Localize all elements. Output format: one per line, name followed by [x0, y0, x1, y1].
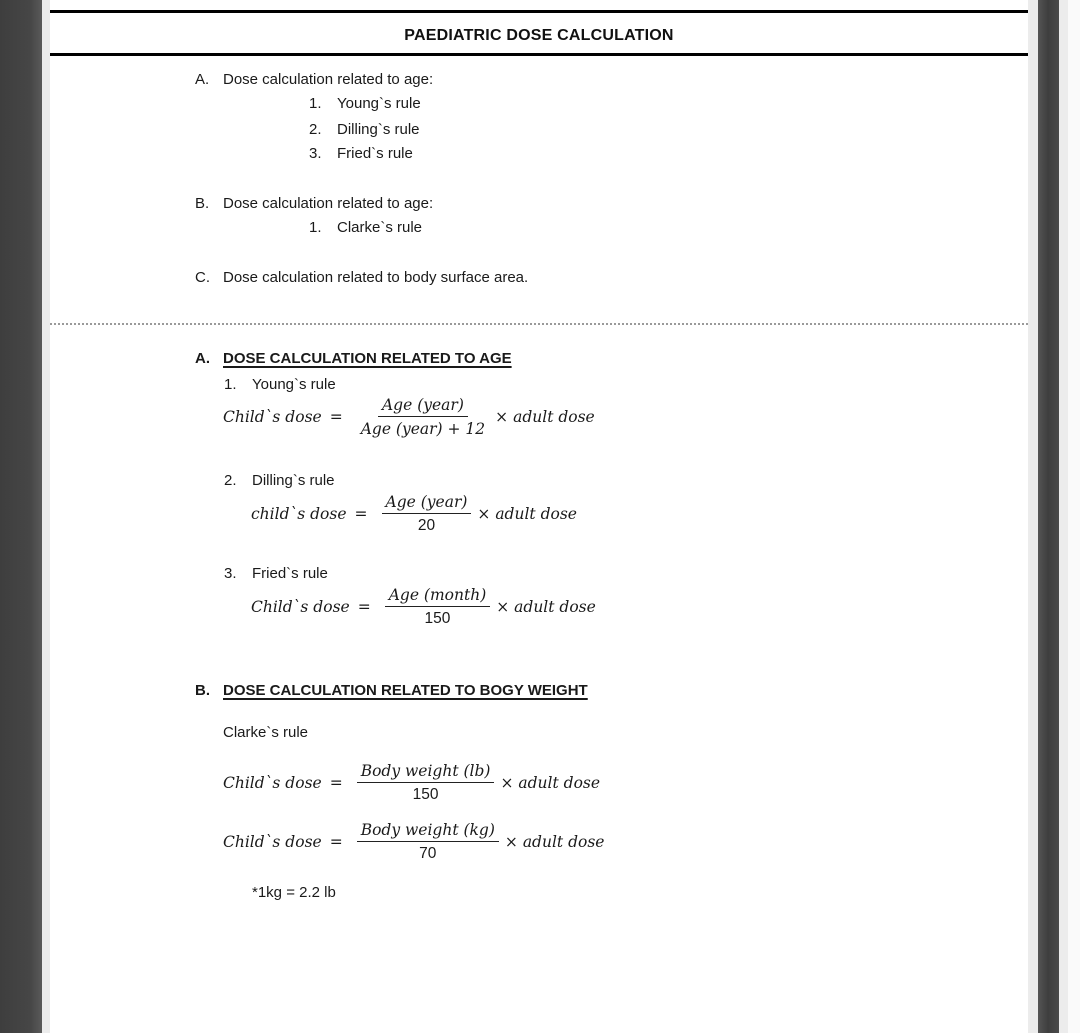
rule-name: Young`s rule — [252, 376, 336, 393]
rule-heading-dilling — [224, 472, 335, 489]
document-page — [50, 0, 1028, 1033]
subitem-number: 3. — [309, 145, 322, 162]
overview-subitem — [309, 219, 422, 236]
formula-young — [223, 396, 595, 438]
overview-item-a — [195, 71, 433, 88]
viewer-right-gutter — [1028, 0, 1038, 1033]
formula-fraction — [357, 762, 495, 804]
formula-rhs: × adult dose — [496, 598, 596, 616]
overview-label: C. — [195, 269, 210, 286]
overview-item-c — [195, 269, 528, 286]
formula-rhs: × adult dose — [477, 505, 577, 523]
conversion-note: *1kg = 2.2 lb — [252, 884, 336, 901]
viewer-left-gutter — [42, 0, 50, 1033]
formula-rhs: × adult dose — [500, 774, 601, 792]
formula-equals: = — [357, 598, 371, 616]
rule-number: 3. — [224, 565, 237, 582]
overview-text: Dose calculation related to age: — [223, 71, 434, 88]
rule-heading-young — [224, 376, 336, 393]
vertical-scrollbar[interactable] — [1038, 0, 1059, 1033]
subitem-number: 1. — [309, 219, 322, 236]
page-break-divider — [50, 323, 1028, 325]
subitem-text: Fried`s rule — [337, 145, 413, 162]
formula-fraction — [382, 493, 472, 535]
formula-lhs: Child`s dose — [251, 598, 350, 616]
rule-heading-clarke: Clarke`s rule — [223, 724, 309, 741]
formula-denominator: 70 — [419, 845, 437, 862]
formula-rhs: × adult dose — [504, 833, 605, 851]
subitem-text: Young`s rule — [337, 95, 421, 112]
formula-numerator: Age (year) — [378, 396, 468, 417]
overview-subitem — [309, 121, 420, 138]
rule-heading-fried — [224, 565, 328, 582]
formula-denominator: 20 — [417, 517, 436, 534]
formula-dilling — [251, 493, 577, 535]
formula-denominator: 150 — [424, 610, 451, 627]
subitem-number: 1. — [309, 95, 322, 112]
title-top-rule — [50, 10, 1028, 13]
formula-fraction — [385, 586, 491, 628]
viewer-right-edge — [1068, 0, 1080, 1033]
formula-fraction — [357, 396, 489, 438]
formula-equals: = — [354, 505, 368, 523]
viewer-right-gutter-outer — [1059, 0, 1068, 1033]
section-heading-text: DOSE CALCULATION RELATED TO BOGY WEIGHT — [223, 682, 588, 699]
formula-fried — [251, 586, 596, 628]
formula-lhs: Child`s dose — [223, 774, 322, 792]
title-bottom-rule — [50, 53, 1028, 56]
formula-numerator: Age (year) — [382, 493, 472, 514]
rule-name: Dilling`s rule — [252, 472, 335, 489]
rule-name: Fried`s rule — [252, 565, 328, 582]
formula-lhs: child`s dose — [251, 505, 347, 523]
formula-rhs: × adult dose — [495, 408, 595, 426]
rule-number: 1. — [224, 376, 237, 393]
viewer-left-border — [0, 0, 42, 1033]
formula-numerator: Body weight (kg) — [357, 821, 499, 842]
formula-denominator: 150 — [412, 786, 439, 803]
subitem-text: Clarke`s rule — [337, 219, 423, 236]
rule-number: 2. — [224, 472, 237, 489]
formula-equals: = — [329, 833, 343, 851]
formula-numerator: Age (month) — [385, 586, 491, 607]
section-label: B. — [195, 682, 210, 699]
section-a-heading — [195, 350, 512, 367]
formula-numerator: Body weight (lb) — [357, 762, 495, 783]
formula-lhs: Child`s dose — [223, 833, 322, 851]
overview-item-b — [195, 195, 433, 212]
subitem-text: Dilling`s rule — [337, 121, 420, 138]
document-title: PAEDIATRIC DOSE CALCULATION — [404, 27, 674, 44]
formula-clarke-lb — [223, 762, 600, 804]
overview-subitem — [309, 95, 421, 112]
section-b-heading — [195, 682, 588, 699]
formula-denominator: Age (year) + 12 — [360, 420, 486, 438]
overview-label: B. — [195, 195, 210, 212]
formula-equals: = — [329, 408, 343, 426]
formula-fraction — [357, 821, 499, 863]
overview-label: A. — [195, 71, 210, 88]
overview-subitem — [309, 145, 413, 162]
overview-text: Dose calculation related to body surface area. — [223, 269, 529, 286]
formula-equals: = — [329, 774, 343, 792]
section-heading-text: DOSE CALCULATION RELATED TO AGE — [223, 350, 512, 367]
section-label: A. — [195, 350, 210, 367]
formula-lhs: Child`s dose — [223, 408, 322, 426]
subitem-number: 2. — [309, 121, 322, 138]
formula-clarke-kg — [223, 821, 604, 863]
overview-text: Dose calculation related to age: — [223, 195, 434, 212]
